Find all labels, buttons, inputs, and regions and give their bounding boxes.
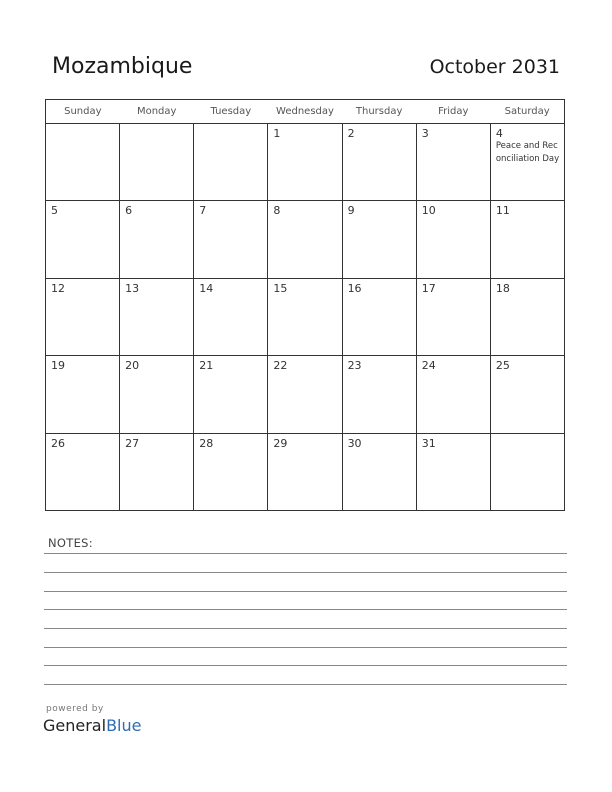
day-cell (416, 356, 490, 433)
day-cell (120, 356, 194, 433)
day-cell (342, 433, 416, 510)
day-cell (120, 278, 194, 355)
day-cell (120, 124, 194, 201)
day-cell (490, 356, 564, 433)
week-row (46, 433, 565, 510)
day-cell (342, 278, 416, 355)
day-cell (194, 201, 268, 278)
day-number: 22 (273, 359, 288, 373)
day-number: 5 (51, 204, 58, 218)
powered-by-text: powered by (46, 704, 104, 714)
day-number: 25 (495, 359, 510, 373)
day-number: 6 (125, 204, 133, 218)
week-row (46, 356, 565, 433)
day-cell (120, 201, 194, 278)
day-cell (46, 124, 120, 201)
day-cell (46, 201, 120, 278)
day-number: 29 (273, 436, 288, 450)
weekday-header: Friday (416, 100, 490, 124)
calendar-grid (45, 99, 565, 511)
notes-line (44, 591, 567, 592)
day-cell (194, 124, 268, 201)
day-number: 15 (273, 281, 288, 295)
day-number: 26 (51, 436, 65, 450)
day-number: 4 (495, 127, 503, 140)
day-cell (194, 356, 268, 433)
notes-line (44, 609, 567, 610)
notes-line (44, 572, 567, 573)
day-number: 9 (347, 204, 355, 218)
day-number: 11 (495, 204, 510, 218)
day-cell (46, 433, 120, 510)
day-cell (268, 433, 342, 510)
day-number: 28 (199, 436, 214, 450)
day-cell (268, 278, 342, 355)
day-number: 18 (495, 281, 510, 295)
day-cell (342, 124, 416, 201)
logo-general: General (43, 716, 107, 735)
day-cell (194, 433, 268, 510)
calendar-country-title: Mozambique (52, 54, 193, 79)
day-number: 12 (51, 281, 65, 295)
day-cell (268, 124, 342, 201)
day-number: 13 (125, 281, 140, 295)
weekday-header: Sunday (46, 100, 120, 124)
day-cell (342, 356, 416, 433)
day-cell (416, 124, 490, 201)
day-cell (342, 201, 416, 278)
weekday-header: Monday (120, 100, 194, 124)
day-cell (268, 201, 342, 278)
day-cell (416, 433, 490, 510)
day-number: 14 (199, 281, 214, 295)
day-cell (490, 278, 564, 355)
weekday-header-row (46, 100, 565, 124)
day-number: 20 (125, 359, 140, 373)
day-cell (194, 278, 268, 355)
day-number: 27 (125, 436, 140, 450)
day-cell (46, 278, 120, 355)
day-cell (268, 356, 342, 433)
weekday-header: Thursday (342, 100, 416, 124)
day-number: 16 (347, 281, 362, 295)
day-number: 19 (51, 359, 65, 373)
notes-line (44, 628, 567, 629)
day-number: 30 (347, 436, 362, 450)
day-cell (490, 433, 564, 510)
day-cell (416, 201, 490, 278)
holiday-label: Peace and Reconciliation Day (495, 141, 560, 164)
week-row (46, 124, 565, 201)
notes-line (44, 665, 567, 666)
notes-line (44, 647, 567, 648)
day-number: 7 (199, 204, 207, 218)
day-number: 23 (347, 359, 362, 373)
day-number: 21 (199, 359, 214, 373)
day-cell (46, 356, 120, 433)
day-cell (490, 201, 564, 278)
day-number: 3 (421, 127, 429, 140)
day-number: 24 (421, 359, 436, 373)
day-number: 2 (347, 127, 355, 140)
day-cell (416, 278, 490, 355)
weekday-header: Wednesday (268, 100, 342, 124)
day-cell (490, 124, 564, 201)
day-number: 31 (421, 436, 436, 450)
day-cell (120, 433, 194, 510)
day-number: 10 (421, 204, 436, 218)
weekday-header: Saturday (490, 100, 564, 124)
day-number: 1 (273, 127, 281, 140)
logo-blue: Blue (106, 716, 142, 735)
day-number: 8 (273, 204, 281, 218)
notes-line (44, 684, 567, 685)
calendar-month-title: October 2031 (429, 56, 560, 78)
notes-line (44, 553, 567, 554)
generalblue-logo (43, 716, 141, 735)
weekday-header: Tuesday (194, 100, 268, 124)
day-number: 17 (421, 281, 436, 295)
week-row (46, 278, 565, 355)
notes-label: NOTES: (48, 536, 93, 550)
week-row (46, 201, 565, 278)
